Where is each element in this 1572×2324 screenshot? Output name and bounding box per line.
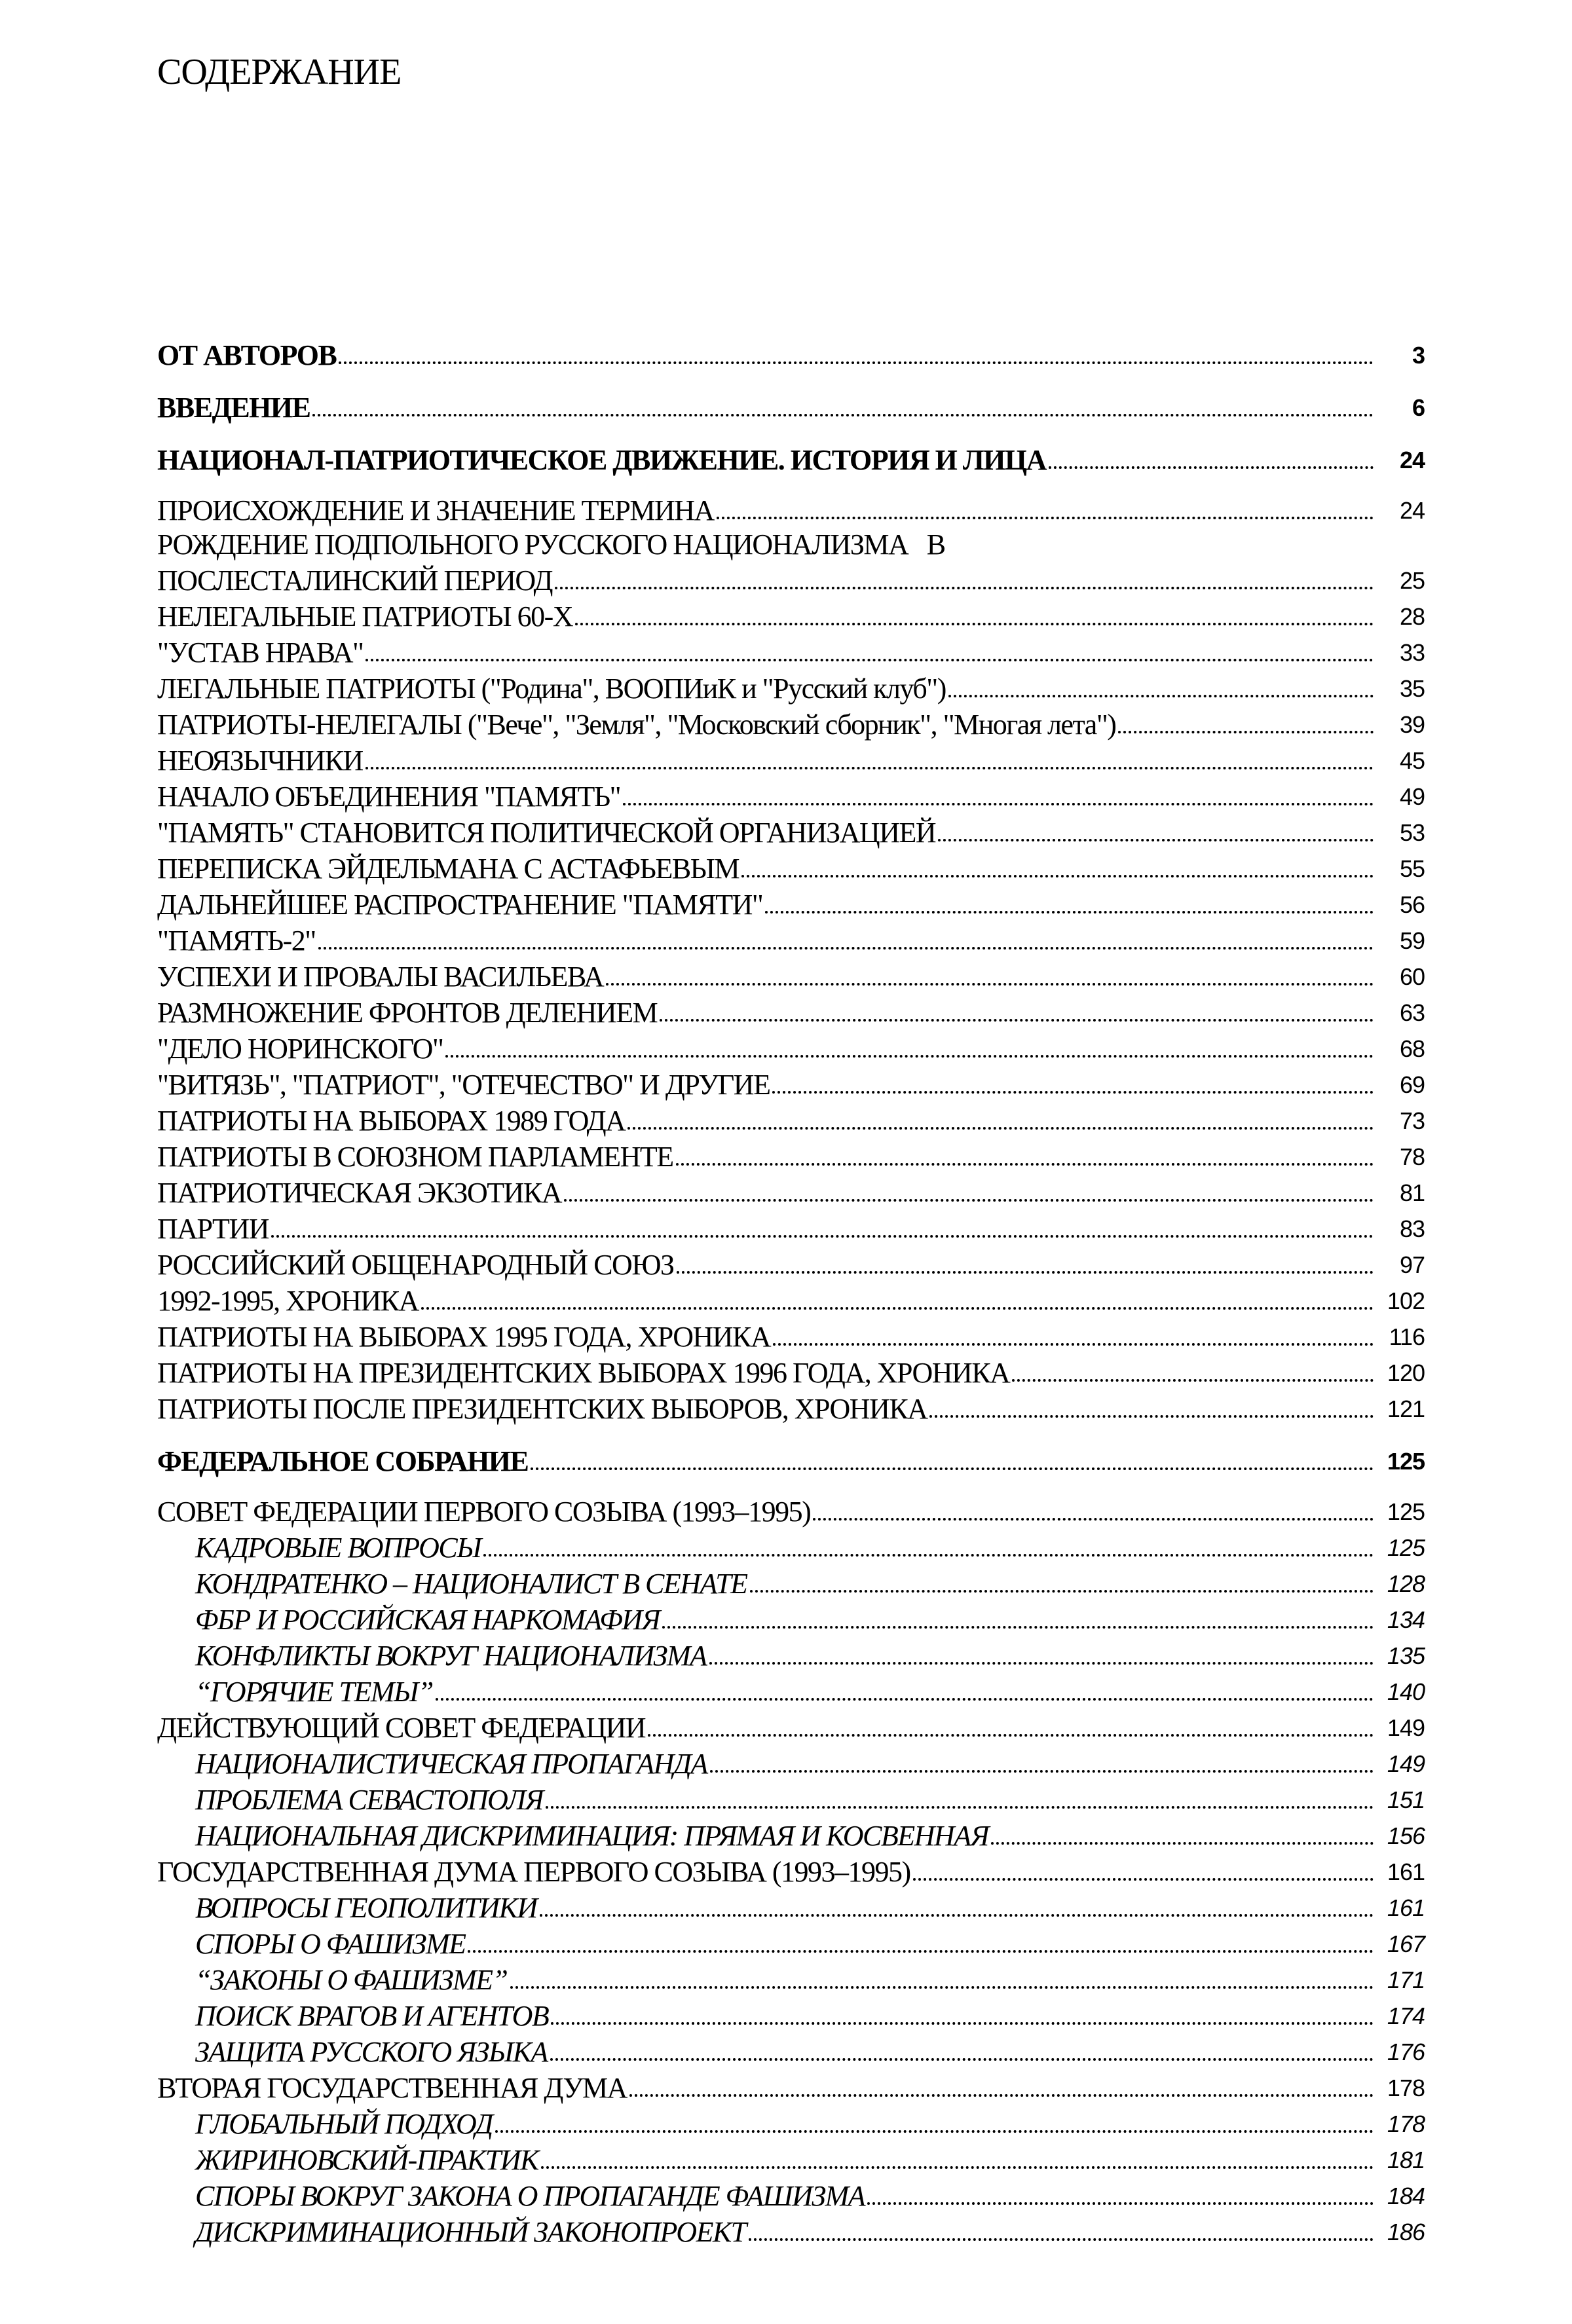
toc-page-number: 68 [1399,1035,1425,1062]
toc-entry-title: НАЧАЛО ОБЪЕДИНЕНИЯ "ПАМЯТЬ" [157,781,621,813]
dot-leader [750,1590,1374,1593]
toc-entry-section[interactable] [157,1818,1425,1854]
dot-leader [510,1986,1374,1989]
dot-leader [271,1235,1374,1238]
toc-entry-chapter[interactable] [157,1854,1425,1890]
toc-page-number: 63 [1399,999,1425,1026]
dot-leader [555,587,1374,589]
toc-page-number: 161 [1387,1858,1425,1885]
toc-entry-chapter[interactable] [157,1283,1425,1319]
dot-leader [365,659,1374,661]
toc-page-number: 56 [1399,891,1425,918]
toc-page-number: 125 [1387,1448,1425,1475]
toc-page-number: 6 [1412,394,1425,421]
toc-page-number: 174 [1387,2002,1425,2029]
dot-leader [365,767,1374,769]
toc-entry-title: КАДРОВЫЕ ВОПРОСЫ [195,1532,481,1564]
toc-entry-title: ПАТРИОТЫ НА ПРЕЗИДЕНТСКИХ ВЫБОРАХ 1996 ГОДА, ХРОНИКА [157,1357,1010,1389]
toc-page-number: 45 [1399,747,1425,774]
toc-entry-section[interactable] [157,1890,1425,1926]
toc-entry-chapter[interactable] [157,1067,1425,1103]
dot-leader [938,839,1374,841]
toc-page-number: 28 [1399,603,1425,630]
toc-entry-title: ПЕРЕПИСКА ЭЙДЕЛЬМАНА С АСТАФЬЕВЫМ [157,853,739,885]
toc-entry-chapter[interactable] [157,995,1425,1031]
toc-entry-chapter[interactable] [157,671,1425,707]
toc-entry-chapter[interactable] [157,887,1425,923]
toc-entry-chapter[interactable] [157,1211,1425,1247]
toc-page-number: 149 [1387,1714,1425,1741]
toc-entry-chapter[interactable] [157,1103,1425,1139]
toc-entry-section[interactable] [157,1962,1425,1998]
toc-entry-title: КОНДРАТЕНКО – НАЦИОНАЛИСТ В СЕНАТЕ [195,1568,747,1600]
toc-entry-title: ГЛОБАЛЬНЫЙ ПОДХОД [195,2108,493,2140]
dot-leader [318,947,1374,950]
toc-entry-chapter[interactable] [157,743,1425,779]
toc-entry-part[interactable] [157,337,1425,373]
toc-entry-title: РОССИЙСКИЙ ОБЩЕНАРОДНЫЙ СОЮЗ [157,1249,674,1281]
toc-entry-title: ФБР И РОССИЙСКАЯ НАРКОМАФИЯ [195,1604,660,1636]
toc-entry-part[interactable] [157,1443,1425,1479]
toc-entry-title: “ГОРЯЧИЕ ТЕМЫ” [195,1676,433,1708]
toc-entry-chapter[interactable] [157,1391,1425,1427]
toc-entry-section[interactable] [157,1998,1425,2034]
toc-entry-section[interactable] [157,1746,1425,1782]
toc-page-number: 49 [1399,783,1425,810]
dot-leader [540,1914,1374,1917]
toc-entry-section[interactable] [157,1674,1425,1710]
toc-entry-title: ЖИРИНОВСКИЙ-ПРАКТИК [195,2144,538,2176]
toc-entry-title: ДЕЙСТВУЮЩИЙ СОВЕТ ФЕДЕРАЦИИ [157,1712,646,1744]
dot-leader [948,695,1374,697]
toc-entry-title: ВВЕДЕНИЕ [157,392,310,424]
toc-entry-title: РОЖДЕНИЕ ПОДПОЛЬНОГО РУССКОГО НАЦИОНАЛИЗМА В [157,528,945,561]
toc-page-number: 53 [1399,819,1425,846]
toc-page-number: 125 [1387,1498,1425,1525]
dot-leader [710,1770,1374,1773]
toc-page-number: 39 [1399,711,1425,738]
toc-page-number: 55 [1399,855,1425,882]
toc-entry-chapter[interactable] [157,959,1425,995]
toc-page-number: 60 [1399,963,1425,990]
toc-entry-title: ДИСКРИМИНАЦИОННЫЙ ЗАКОНОПРОЕКТ [195,2216,746,2248]
toc-entry-part[interactable] [157,442,1425,478]
dot-leader [629,2094,1374,2097]
dot-leader [606,983,1374,986]
dot-leader [627,1127,1374,1130]
toc-entry-chapter[interactable] [157,599,1425,635]
toc-page-number: 149 [1387,1750,1425,1777]
toc-page-number: 25 [1399,567,1425,594]
toc-entry-title: НАЦИОНАЛЬНАЯ ДИСКРИМИНАЦИЯ: ПРЯМАЯ И КОСВЕННАЯ [195,1820,988,1852]
toc-page-number: 134 [1387,1606,1425,1633]
dot-leader [772,1091,1374,1094]
toc-page-number: 151 [1387,1786,1425,1813]
toc-entry-chapter[interactable] [157,1710,1425,1746]
toc-entry-title: ВТОРАЯ ГОСУДАРСТВЕННАЯ ДУМА [157,2072,627,2104]
toc-page-number: 167 [1387,1930,1425,1957]
dot-leader [541,2166,1374,2169]
dot-leader [1118,731,1374,733]
toc-entry-chapter[interactable] [157,1494,1425,1530]
toc-entry-title: "УСТАВ НРАВА" [157,636,364,669]
toc-entry-title: "ПАМЯТЬ-2" [157,925,316,957]
toc-entry-title: СПОРЫ ВОКРУГ ЗАКОНА О ПРОПАГАНДЕ ФАШИЗМА [195,2180,865,2212]
toc-entry-section[interactable] [157,1926,1425,1962]
toc-page-number: 102 [1387,1287,1425,1314]
dot-leader [991,1842,1374,1845]
toc-entry-line [157,528,1425,563]
toc-entry-chapter[interactable] [157,1319,1425,1355]
toc-entry-chapter[interactable] [157,851,1425,887]
toc-page-number: 24 [1399,447,1425,473]
toc-entry-chapter[interactable] [157,2070,1425,2106]
dot-leader [1049,466,1374,469]
table-of-contents [157,337,1425,2250]
toc-entry-title: КОНФЛИКТЫ ВОКРУГ НАЦИОНАЛИЗМА [195,1640,707,1672]
dot-leader [531,1467,1374,1470]
dot-leader [662,1626,1374,1629]
dot-leader [741,875,1374,877]
toc-page-number: 176 [1387,2038,1425,2065]
dot-leader [546,1806,1374,1809]
toc-page-number: 128 [1387,1570,1425,1597]
toc-entry-title: НАЦИОНАЛ-ПАТРИОТИЧЕСКОЕ ДВИЖЕНИЕ. ИСТОРИЯ И ЛИЦА [157,444,1046,476]
toc-entry-chapter[interactable] [157,1139,1425,1175]
toc-page-number: 3 [1412,342,1425,369]
dot-leader [421,1307,1374,1310]
toc-page-number: 156 [1387,1822,1425,1849]
toc-entry-section[interactable] [157,2034,1425,2070]
toc-entry-title: ВОПРОСЫ ГЕОПОЛИТИКИ [195,1892,537,1924]
toc-entry-title: ПАТРИОТЫ В СОЮЗНОМ ПАРЛАМЕНТЕ [157,1141,673,1173]
dot-leader [445,1055,1374,1058]
toc-page-number: 59 [1399,927,1425,954]
toc-entry-chapter[interactable] [157,923,1425,959]
toc-entry-section[interactable] [157,1602,1425,1638]
dot-leader [709,1662,1374,1665]
dot-leader [749,2238,1374,2241]
toc-entry-title: ПРОБЛЕМА СЕВАСТОПОЛЯ [195,1784,543,1816]
toc-page-number: 81 [1399,1179,1425,1206]
toc-entry-section[interactable] [157,1530,1425,1566]
dot-leader [867,2202,1374,2205]
dot-leader [765,911,1374,913]
toc-page-number: 97 [1399,1251,1425,1278]
toc-page-number: 186 [1387,2219,1425,2245]
toc-page-number: 35 [1399,675,1425,702]
toc-page-number: 125 [1387,1534,1425,1561]
toc-entry-title: НАЦИОНАЛИСТИЧЕСКАЯ ПРОПАГАНДА [195,1748,707,1780]
toc-entry-chapter[interactable] [157,635,1425,671]
dot-leader [660,1019,1374,1022]
toc-entry-title: ПАРТИИ [157,1213,269,1245]
toc-entry-chapter[interactable] [157,1355,1425,1391]
dot-leader [913,1878,1374,1881]
toc-entry-title: ПАТРИОТИЧЕСКАЯ ЭКЗОТИКА [157,1177,562,1209]
toc-entry-title: ПОСЛЕСТАЛИНСКИЙ ПЕРИОД [157,564,553,597]
dot-leader [339,361,1374,364]
dot-leader [677,1271,1374,1274]
toc-page-number: 135 [1387,1642,1425,1669]
toc-entry-title: "ВИТЯЗЬ", "ПАТРИОТ", "ОТЕЧЕСТВО" И ДРУГИЕ [157,1069,770,1101]
toc-entry-title: ГОСУДАРСТВЕННАЯ ДУМА ПЕРВОГО СОЗЫВА (1993–1995) [157,1856,910,1888]
toc-entry-title: НЕЛЕГАЛЬНЫЕ ПАТРИОТЫ 60-Х [157,600,573,633]
toc-entry-section[interactable] [157,1782,1425,1818]
toc-entry-title: ДАЛЬНЕЙШЕЕ РАСПРОСТРАНЕНИЕ "ПАМЯТИ" [157,889,763,921]
dot-leader [773,1343,1374,1346]
toc-entry-section[interactable] [157,2106,1425,2142]
toc-entry-title: "ДЕЛО НОРИНСКОГО" [157,1033,443,1065]
toc-entry-chapter[interactable] [157,1031,1425,1067]
toc-page-number: 116 [1389,1323,1425,1350]
dot-leader [436,1698,1374,1701]
toc-entry-title: ПАТРИОТЫ НА ВЫБОРАХ 1989 ГОДА [157,1105,626,1137]
toc-page-number: 33 [1399,639,1425,666]
toc-entry-chapter[interactable] [157,1175,1425,1211]
dot-leader [483,1554,1374,1557]
toc-entry-chapter[interactable] [157,779,1425,815]
toc-entry-title: ОТ АВТОРОВ [157,339,337,371]
dot-leader [564,1199,1374,1202]
toc-entry-title: ЗАЩИТА РУССКОГО ЯЗЫКА [195,2036,548,2068]
toc-entry-chapter[interactable] [157,1247,1425,1283]
toc-entry-title: 1992-1995, ХРОНИКА [157,1285,419,1317]
toc-page-number: 73 [1399,1107,1425,1134]
toc-entry-part[interactable] [157,390,1425,426]
toc-page-number: 140 [1387,1678,1425,1705]
toc-entry-chapter[interactable] [157,815,1425,851]
dot-leader [550,2058,1374,2061]
toc-entry-section[interactable] [157,1566,1425,1602]
toc-page-number: 69 [1399,1071,1425,1098]
toc-entry-chapter[interactable] [157,707,1425,743]
dot-leader [623,803,1374,805]
toc-page-number: 24 [1399,497,1425,524]
dot-leader [929,1415,1374,1418]
toc-entry-title: “ЗАКОНЫ О ФАШИЗМЕ” [195,1964,508,1996]
toc-entry-section[interactable] [157,2214,1425,2250]
toc-entry-title: СОВЕТ ФЕДЕРАЦИИ ПЕРВОГО СОЗЫВА (1993–1995) [157,1496,811,1528]
toc-entry-title: РАЗМНОЖЕНИЕ ФРОНТОВ ДЕЛЕНИЕМ [157,997,658,1029]
toc-page-number: 78 [1399,1143,1425,1170]
toc-entry-title: ПРОИСХОЖДЕНИЕ И ЗНАЧЕНИЕ ТЕРМИНА [157,494,714,526]
toc-entry-title: "ПАМЯТЬ" СТАНОВИТСЯ ПОЛИТИЧЕСКОЙ ОРГАНИЗАЦИЕЙ [157,817,936,849]
toc-entry-chapter[interactable] [157,492,1425,528]
dot-leader [813,1518,1374,1521]
dot-leader [676,1163,1374,1166]
toc-entry-section[interactable] [157,2178,1425,2214]
dot-leader [551,2022,1374,2025]
toc-entry-title: ЛЕГАЛЬНЫЕ ПАТРИОТЫ ("Родина", ВООПИиК и "Русский клуб") [157,673,946,705]
toc-page-number: 184 [1387,2183,1425,2209]
toc-page-number: 83 [1399,1215,1425,1242]
toc-entry-title: ПОИСК ВРАГОВ И АГЕНТОВ [195,2000,549,2032]
page-title: СОДЕРЖАНИЕ [157,52,402,92]
toc-entry-title: ПАТРИОТЫ-НЕЛЕГАЛЫ ("Вече", "Земля", "Московский сборник", "Многая лета") [157,709,1116,741]
toc-entry-title: УСПЕХИ И ПРОВАЛЫ ВАСИЛЬЕВА [157,961,604,993]
toc-page-number: 178 [1387,2075,1425,2101]
dot-leader [717,517,1374,519]
dot-leader [495,2130,1374,2133]
dot-leader [648,1734,1374,1737]
toc-entry-section[interactable] [157,2142,1425,2178]
toc-entry-title: ФЕДЕРАЛЬНОЕ СОБРАНИЕ [157,1445,529,1477]
toc-entry-title: ПАТРИОТЫ НА ВЫБОРАХ 1995 ГОДА, ХРОНИКА [157,1321,771,1353]
dot-leader [468,1950,1374,1953]
toc-entry-chapter[interactable] [157,563,1425,599]
toc-page-number: 181 [1387,2147,1425,2173]
toc-entry-title: СПОРЫ О ФАШИЗМЕ [195,1928,466,1960]
toc-page-number: 121 [1387,1395,1425,1422]
dot-leader [312,414,1374,416]
toc-entry-title: НЕОЯЗЫЧНИКИ [157,745,363,777]
toc-page-number: 161 [1387,1894,1425,1921]
toc-page-number: 120 [1387,1359,1425,1386]
toc-page-number: 171 [1387,1966,1425,1993]
toc-entry-section[interactable] [157,1638,1425,1674]
toc-entry-title: ПАТРИОТЫ ПОСЛЕ ПРЕЗИДЕНТСКИХ ВЫБОРОВ, ХРОНИКА [157,1393,927,1425]
dot-leader [575,623,1374,625]
dot-leader [1012,1379,1374,1382]
toc-page-number: 178 [1387,2111,1425,2137]
